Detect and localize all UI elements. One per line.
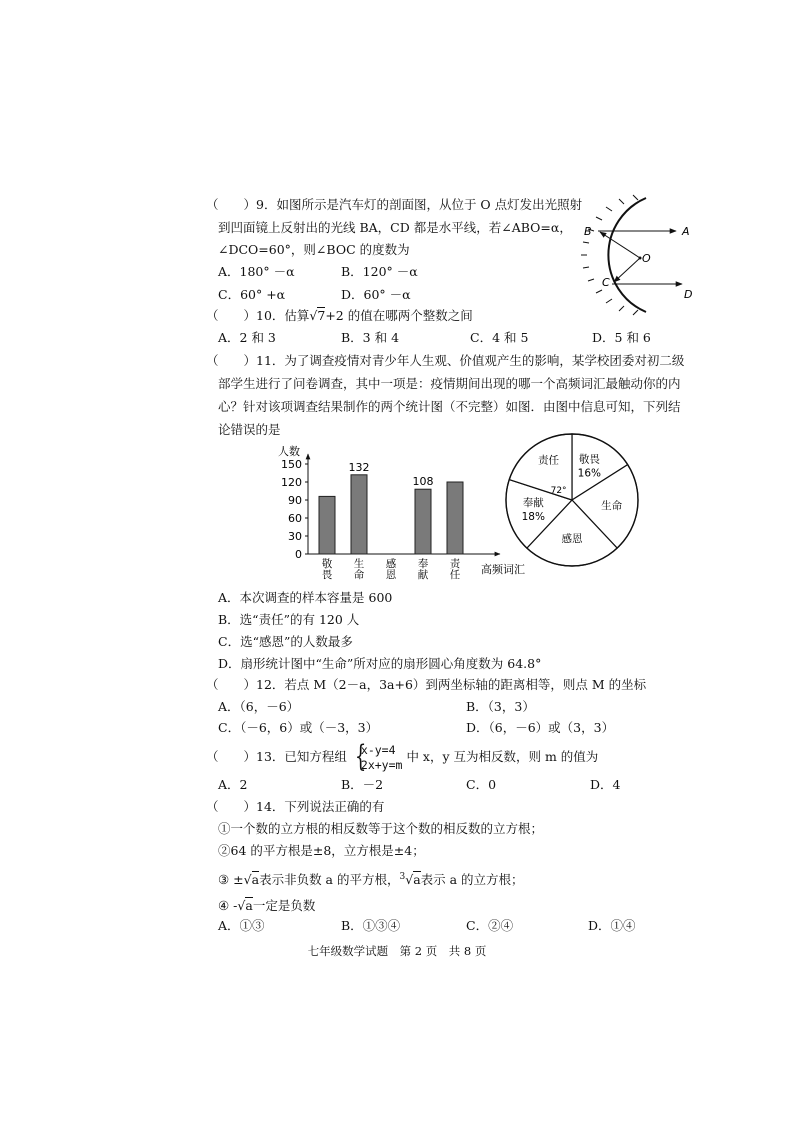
bar-生命	[351, 475, 367, 554]
q13-option-b: B．－2	[341, 777, 384, 792]
bar-奉献	[415, 489, 431, 554]
q12-option-b: B．（3，3）	[466, 699, 535, 714]
q9-option-a: A．180° －α	[218, 264, 295, 279]
q13-option-a: A．2	[218, 777, 248, 792]
y-tick-label: 90	[288, 494, 302, 507]
s3-radicand-2: a	[413, 872, 421, 888]
q11-stem-line1: （ ）11．为了调查疫情对青少年人生观、价值观产生的影响，某学校团委对初二级	[206, 353, 685, 368]
q10-stem-suffix: +2 的值在哪两个整数之间	[325, 308, 473, 323]
q9-stem-line1: （ ）9．如图所示是汽车灯的剖面图，从位于 O 点灯发出光照射	[206, 197, 583, 212]
q14-option-d: D．①④	[588, 918, 636, 933]
s3-prefix: ③ ±	[218, 872, 244, 888]
label-c: C	[602, 276, 610, 289]
q14-statement-2: ②64 的平方根是±8，立方根是±4；	[218, 843, 425, 858]
s4-prefix: ④ -	[218, 898, 238, 913]
x-category-label: 任	[449, 569, 461, 581]
q10-radicand: 7	[317, 308, 326, 323]
bar-y-axis-title: 人数	[278, 445, 300, 458]
x-category-label: 敬	[321, 558, 333, 570]
y-tick-label: 30	[288, 530, 302, 543]
sqrt-sign: √	[405, 872, 414, 888]
q13-stem-suffix: 中 x，y 互为相反数，则 m 的值为	[406, 749, 599, 764]
q10-option-a: A．2 和 3	[218, 330, 276, 345]
bar-责任	[447, 482, 463, 554]
bar-chart	[268, 440, 538, 582]
label-a: A	[682, 225, 690, 238]
x-category-label: 恩	[385, 569, 397, 581]
x-category-label: 畏	[321, 569, 333, 581]
bar-x-axis-title: 高频词汇	[481, 563, 525, 576]
y-tick-label: 0	[295, 548, 302, 561]
sqrt-sign: √	[237, 898, 246, 913]
equation-2: 2x+y=m	[360, 757, 403, 772]
s3-middle: 表示非负数 a 的平方根，	[259, 872, 400, 888]
q11-option-a: A．本次调查的样本容量是 600	[218, 590, 393, 605]
q9-stem-line3: ∠DCO=60°，则∠BOC 的度数为	[218, 242, 410, 257]
q10-stem-prefix: （ ）10．估算	[206, 308, 310, 323]
s3-radicand-1: a	[251, 872, 260, 888]
sqrt-sign: √	[243, 872, 252, 888]
s4-suffix: 一定是负数	[252, 898, 316, 913]
pie-slice-label: 责任	[537, 454, 559, 467]
q13-stem	[206, 738, 599, 774]
q14-option-c: C．②④	[466, 918, 514, 933]
sqrt-sign: √	[309, 308, 318, 323]
q11-stem-line2: 部学生进行了问卷调查，其中一项是：疫情期间出现的哪一个高频词汇最触动你的内	[218, 376, 681, 391]
s3-suffix: 表示 a 的立方根；	[420, 872, 524, 888]
q12-stem: （ ）12．若点 M（2－a，3a+6）到两坐标轴的距离相等，则点 M 的坐标	[206, 677, 647, 692]
y-tick-label: 120	[281, 476, 302, 489]
q14-statement-4	[218, 897, 315, 915]
label-o: O	[642, 252, 651, 265]
q14-statement-1: ①一个数的立方根的相反数等于这个数的相反数的立方根；	[218, 821, 544, 836]
q10-option-c: C．4 和 5	[470, 330, 529, 345]
q9-option-c: C．60° +α	[218, 287, 286, 302]
pie-slice-label: 敬畏	[578, 453, 600, 466]
ray-o-to-c	[614, 258, 640, 282]
bar-data-label: 108	[412, 475, 434, 489]
label-d: D	[684, 288, 693, 301]
pie-angle-label: 72°	[550, 486, 567, 497]
x-category-label: 奉	[417, 558, 429, 570]
pie-slice-label: 感恩	[561, 533, 583, 545]
x-category-label: 生	[353, 558, 365, 570]
equation-1: x-y=4	[360, 742, 396, 757]
q12-option-d: D．（6，－6）或（3，3）	[466, 720, 615, 735]
q9-headlight-figure	[572, 190, 704, 320]
q11-stem-line3: 心？针对该项调查结果制作的两个统计图（不完整）如图．由图中信息可知，下列结	[218, 399, 681, 414]
bar-data-label: 132	[348, 460, 370, 474]
q10-option-d: D．5 和 6	[592, 330, 651, 345]
q9-option-b: B．120° －α	[341, 264, 418, 279]
q13-option-d: D．4	[590, 777, 621, 792]
equation-system	[351, 738, 403, 774]
x-category-label: 感	[385, 558, 397, 570]
q9-stem-line2: 到凹面镜上反射出的光线 BA，CD 都是水平线，若∠ABO=α，	[218, 220, 572, 235]
q14-option-a: A．①③	[218, 918, 265, 933]
page-footer: 七年级数学试题 第 2 页 共 8 页	[307, 944, 487, 958]
q12-option-c: C．（－6，6）或（－3，3）	[218, 720, 379, 735]
q9-option-d: D．60° －α	[341, 287, 411, 302]
mirror-hatching	[581, 195, 638, 315]
q12-option-a: A．（6，－6）	[218, 699, 300, 714]
q10-option-b: B．3 和 4	[341, 330, 400, 345]
pie-chart	[502, 426, 648, 576]
cube-root-index: 3	[399, 872, 406, 882]
pie-slice-label: 奉献	[522, 496, 544, 509]
x-category-label: 责	[449, 558, 461, 570]
pie-percent-label: 18%	[521, 510, 545, 523]
q10-stem	[206, 307, 473, 325]
q14-stem: （ ）14．下列说法正确的有	[206, 799, 385, 814]
q11-option-d: D．扇形统计图中“生命”所对应的扇形圆心角度数为 64.8°	[218, 656, 542, 671]
s4-radicand: a	[245, 898, 253, 913]
y-tick-label: 60	[288, 512, 302, 525]
pie-slice-label: 生命	[601, 500, 623, 513]
q11-option-c: C．选“感恩”的人数最多	[218, 634, 353, 649]
y-tick-label: 150	[281, 458, 302, 471]
pie-percent-label: 16%	[577, 467, 602, 480]
q11-option-b: B．选“责任”的有 120 人	[218, 612, 360, 627]
q13-stem-prefix: （ ）13．已知方程组	[206, 749, 347, 764]
ray-o-to-b	[600, 232, 640, 258]
q14-statement-3	[218, 868, 524, 889]
x-category-label: 献	[417, 569, 429, 581]
q11-stem-line4: 论错误的是	[218, 422, 281, 437]
x-category-label: 命	[353, 569, 365, 581]
q14-option-b: B．①③④	[341, 918, 401, 933]
label-b: B	[584, 225, 592, 238]
bar-敬畏	[319, 496, 335, 554]
q13-option-c: C．0	[466, 777, 497, 792]
mirror-arc	[608, 198, 646, 312]
system-brace: {	[354, 738, 367, 774]
